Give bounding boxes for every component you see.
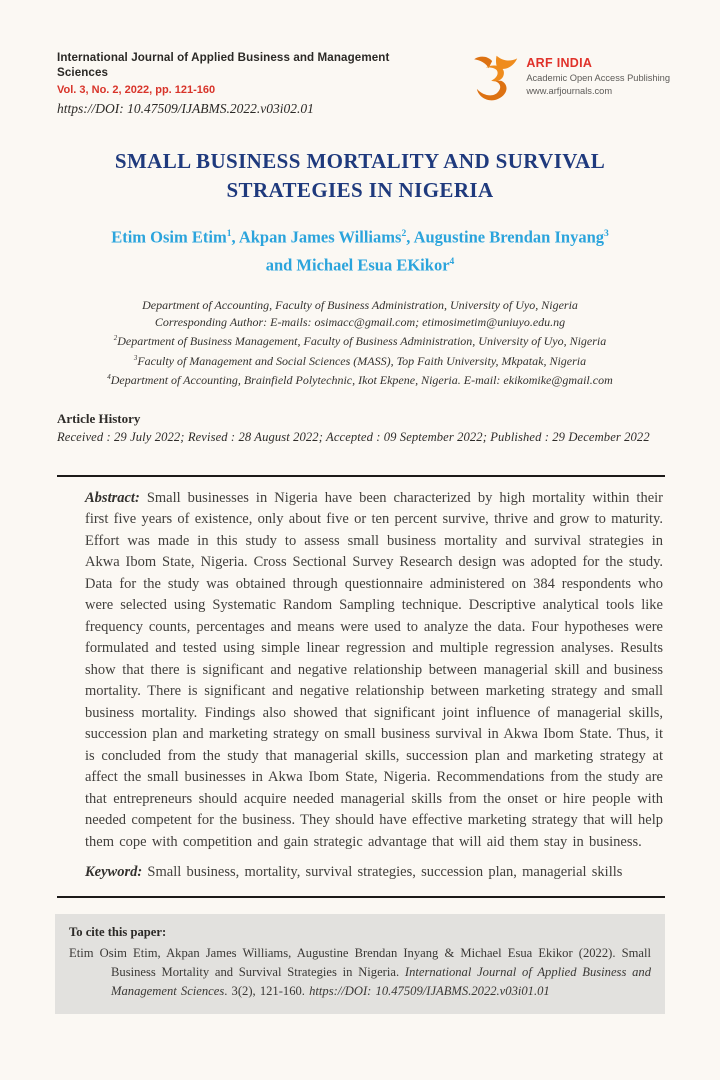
article-doi: https://DOI: 10.47509/IJABMS.2022.v03i02.01 (57, 101, 314, 116)
affiliation-line: Department of Accounting, Faculty of Business Administration, University of Uyo, Nigeria (142, 298, 578, 312)
publisher-name: ARF INDIA (526, 56, 593, 70)
author-name: Akpan James Williams (238, 227, 402, 247)
affiliation-line: Corresponding Author: E-mails: osimacc@gmail.com; etimosimetim@uniuyo.edu.ng (154, 314, 566, 329)
abstract-paragraph (85, 488, 663, 854)
journal-name: International Journal of Applied Business and Management Sciences (57, 51, 390, 79)
article-title-line1: SMALL BUSINESS MORTALITY AND SURVIVAL (114, 149, 606, 173)
abstract-text: Small businesses in Nigeria have been characterized by high mortality within their first five years of existence, only about five or ten percent survive, thrive and grow to maturity. Effort was made in this study to assess small business mortality and survival strategies in Akwa Ibom State, Nigeria. Cross Sectional Survey Research design was adopted for the study. Data for the study was obtained through questionnaire administered on 384 respondents who were selected using Systematic Random Sampling technique. Descriptive analytical tools like frequency counts, percentages and means were used to analyze the data. Four hypotheses were formulated and tested using simple linear regression and multiple regression analyses. Results show that there is significant and negative relationship between managerial skill and business mortality. There is significant and negative relationship between marketing strategy and small business mortality. Findings also showed that significant joint influence of managerial skills, succession plan and marketing strategy on small business survival in Akwa Ibom State. Thus, it is concluded from the study that managerial skills, succession plan and marketing strategy at affect the small businesses in Akwa Ibom State, Nigeria. Recommendations from the study are that entrepreneurs should acquire needed managerial skills from the onset or hire people with needed competent for the business. They should have effective marketing strategy that will help them cope with competition and gain strategic advantage that will aid them stay in business. (85, 489, 663, 850)
article-title (0, 147, 720, 205)
author-name: Michael Esua EKikor (296, 255, 450, 274)
citation-doi: https://DOI: 10.47509/IJABMS.2022.v03i01.01 (309, 983, 550, 998)
author-name: Etim Osim Etim (111, 227, 227, 247)
keywords-text: Small business, mortality, survival strategies, succession plan, managerial skills (147, 864, 623, 880)
publisher-block (467, 52, 670, 106)
author-name: Augustine Brendan Inyang (413, 227, 604, 247)
citation-journal-name: International Journal of Applied Business and Management Sciences (111, 964, 651, 998)
article-history (57, 411, 663, 445)
journal-header (0, 0, 720, 117)
arf-india-bird-logo-icon (467, 52, 519, 106)
affiliation-line: $^3$Faculty of Management and Social Sciences (MASS), Top Faith University, Mkpatak, Nigeria (133, 353, 587, 368)
citation-pages: . 3(2), 121-160. (224, 983, 310, 998)
keywords-paragraph (85, 862, 663, 884)
article-history-dates: Received : 29 July 2022; Revised : 28 August 2022; Accepted : 09 September 2022; Published : 29 December 2022 (57, 429, 650, 444)
keywords-label: Keyword: (85, 864, 143, 880)
divider-below-keywords (57, 896, 665, 898)
volume-issue-pages: Vol. 3, No. 2, 2022, pp. 121-160 (57, 84, 216, 96)
article-history-label: Article History (57, 410, 141, 426)
publisher-website: www.arfjournals.com (526, 86, 613, 96)
citation-box (55, 914, 665, 1014)
publisher-tagline: Academic Open Access Publishing (526, 72, 670, 83)
article-title-line2: STRATEGIES IN NIGERIA (226, 178, 494, 202)
authors-line: Etim Osim Etim$^1$, Akpan James Williams$^2$, Augustine Brendan Inyang$^3$ and Michael Esua EKikor$^4$ (111, 227, 609, 274)
affiliation-line: $^4$Department of Accounting, Brainfield Polytechnic, Ikot Ekpene, Nigeria. E-mail: ekikomike@gmail.com (107, 373, 613, 387)
citation-authors: Etim Osim Etim, Akpan James Williams, Augustine Brendan Inyang & Michael Esua Ekikor (2022). Small Business Mortality and Survival Strategies in Nigeria. (69, 945, 651, 979)
journal-info-block (57, 50, 397, 117)
abstract-label: Abstract: (85, 489, 140, 506)
citation-text (69, 944, 651, 1001)
publisher-text-block (526, 52, 670, 97)
citation-heading: To cite this paper: (69, 924, 167, 939)
divider-above-abstract (57, 475, 665, 477)
affiliations-block (0, 297, 720, 389)
affiliation-line: $^2$Department of Business Management, Faculty of Business Administration, University of Uyo, Nigeria (113, 334, 607, 348)
